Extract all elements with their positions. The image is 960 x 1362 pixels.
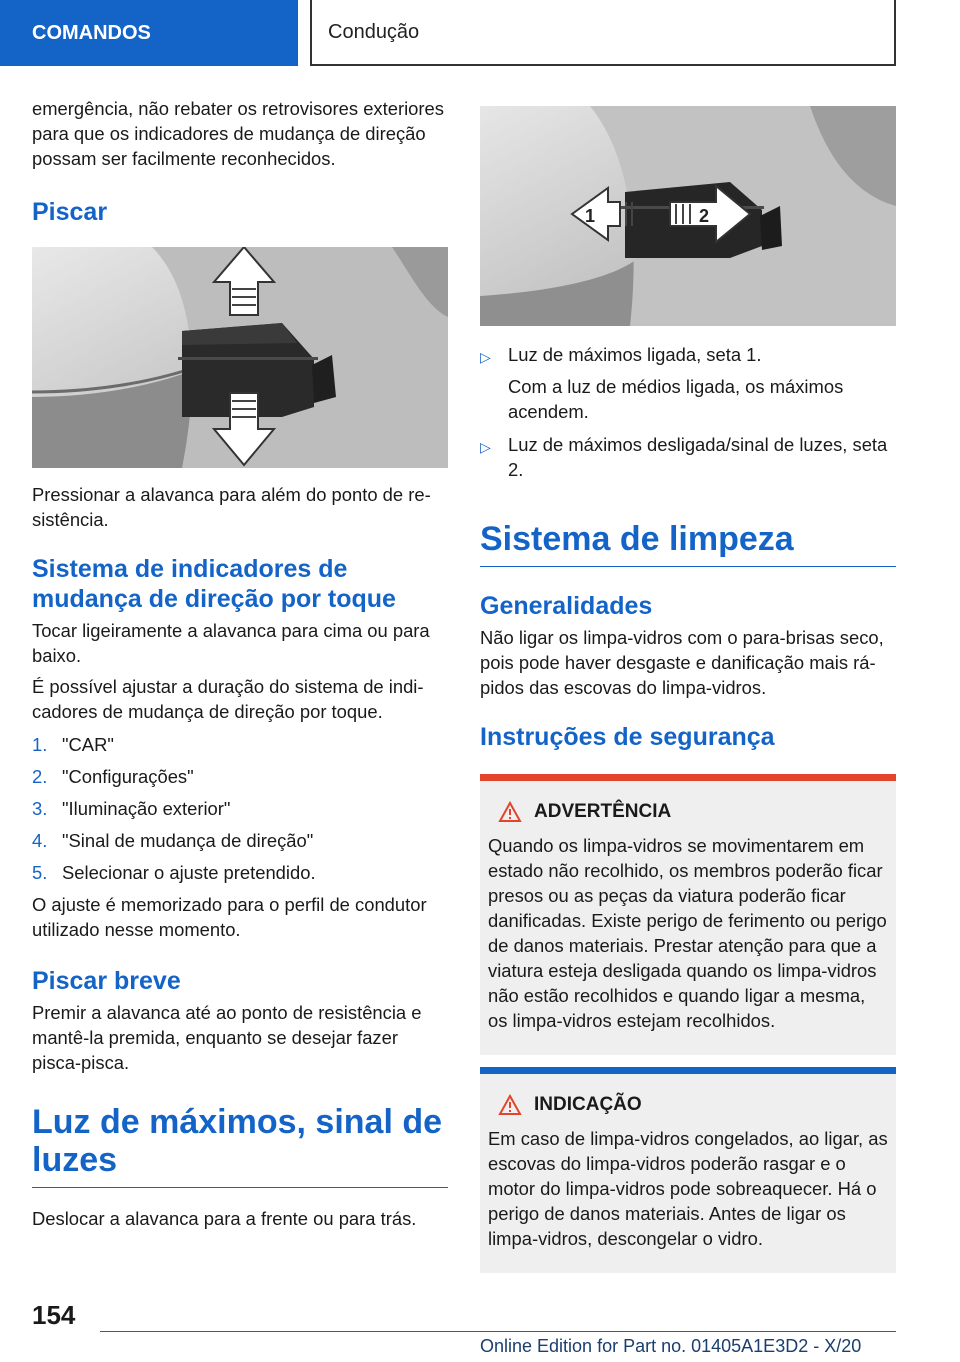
lever-forward-back-illustration [480, 106, 896, 326]
page-number: 154 [32, 1300, 76, 1330]
cleaning-system-heading: Sistema de limpeza [480, 520, 896, 567]
right-column [480, 106, 896, 1273]
triangle-bullet-icon: ▷ [480, 439, 491, 455]
step-text: Selecionar o ajuste pretendido. [62, 862, 316, 883]
intro-paragraph: emergência, não rebater os retrovisores exteriores para que os indicadores de mudança de direção possam ser facilmente reconhecidos. [32, 98, 444, 169]
warning-text: Quando os limpa-vidros se movimentarem em estado não recolhido, os membros poderão ficar presos ou as peças da viatura poderão ficar danificadas. Existe perigo de ferimento ou perigo de danos materiais. Prestar atenção para que a viatura esteja desligada quando os limpa-vidros não estão recolhidos e quando ligar a mesma, os limpa-vidros estejam recolhidos. [488, 835, 887, 1031]
footer-divider [100, 1331, 896, 1332]
touch-paragraph-3: O ajuste é memorizado para o perfil de condutor utilizado nesse momento. [32, 894, 427, 940]
generalidades-heading: Generalidades [480, 592, 653, 620]
high-beam-list [480, 342, 896, 482]
step-text: "Sinal de mudança de direção" [62, 830, 314, 851]
left-column [32, 96, 448, 1237]
lever-up-down-illustration [32, 247, 448, 468]
steps-list [32, 732, 448, 885]
bullet-subtext: Com a luz de médios ligada, os máximos acendem. [508, 376, 844, 422]
piscar-breve-paragraph: Premir a alavanca até ao ponto de resistência e mantê-la premida, enquanto se desejar fazer pisca-pisca. [32, 1002, 422, 1073]
step-text: "Iluminação exterior" [62, 798, 231, 819]
step-number: 5. [32, 862, 48, 883]
list-item [480, 432, 896, 482]
note-box [480, 1067, 896, 1273]
warning-title: ADVERTÊNCIA [534, 801, 672, 822]
step-text: "CAR" [62, 734, 114, 755]
warning-triangle-icon [498, 801, 522, 823]
step-number: 4. [32, 830, 48, 851]
step-text: "Configurações" [62, 766, 194, 787]
section-title: COMANDOS [32, 21, 151, 44]
arrow-1-label: 1 [584, 206, 596, 226]
step-number: 3. [32, 798, 48, 819]
list-item [32, 732, 448, 757]
high-beam-paragraph: Deslocar a alavanca para a frente ou para trás. [32, 1208, 417, 1229]
note-title: INDICAÇÃO [534, 1094, 642, 1115]
arrow-2-label: 2 [698, 206, 710, 226]
list-item [480, 342, 896, 424]
warning-box [480, 774, 896, 1055]
bullet-text: Luz de máximos desligada/sinal de luzes, seta 2. [508, 434, 888, 480]
piscar-paragraph: Pressionar a alavanca para além do ponto de resistência. [32, 484, 431, 530]
high-beam-lever-figure [480, 106, 896, 326]
touch-paragraph-1: Tocar ligeiramente a alavanca para cima ou para baixo. [32, 620, 430, 666]
touch-paragraph-2: É possível ajustar a duração do sistema de indicadores de mudança de direção por toque. [32, 676, 424, 722]
triangle-bullet-icon: ▷ [480, 349, 491, 365]
step-number: 1. [32, 734, 48, 755]
turn-signal-lever-figure [32, 247, 448, 468]
list-item [32, 860, 448, 885]
subsection-header [310, 0, 896, 66]
note-text: Em caso de limpa-vidros congelados, ao ligar, as escovas do limpa-vidros poderão rasgar e o motor do limpa-vidros pode sobreaquecer. Há o perigo de danos materiais. Antes de ligar os limpa-vidros, descongelar o vidro. [488, 1128, 888, 1249]
generalidades-paragraph: Não ligar os limpa-vidros com o para-brisas seco, pois pode haver desgaste e danificação mais rápidos das escovas do limpa-vidros. [480, 627, 884, 698]
safety-heading: Instruções de segurança [480, 723, 775, 751]
touch-signal-heading: Sistema de indicadores de mudança de direção por toque [32, 555, 396, 613]
list-item [32, 828, 448, 853]
bullet-text: Luz de máximos ligada, seta 1. [508, 344, 762, 365]
step-number: 2. [32, 766, 48, 787]
edition-note: Online Edition for Part no. 01405A1E3D2 - X/20 [480, 1336, 862, 1356]
list-item [32, 796, 448, 821]
piscar-breve-heading: Piscar breve [32, 967, 181, 995]
warning-triangle-icon [498, 1094, 522, 1116]
piscar-heading: Piscar [32, 198, 108, 226]
high-beam-heading: Luz de máximos, sinal de luzes [32, 1103, 448, 1188]
list-item [32, 764, 448, 789]
section-tab [0, 0, 298, 66]
subsection-title: Condução [328, 20, 420, 43]
